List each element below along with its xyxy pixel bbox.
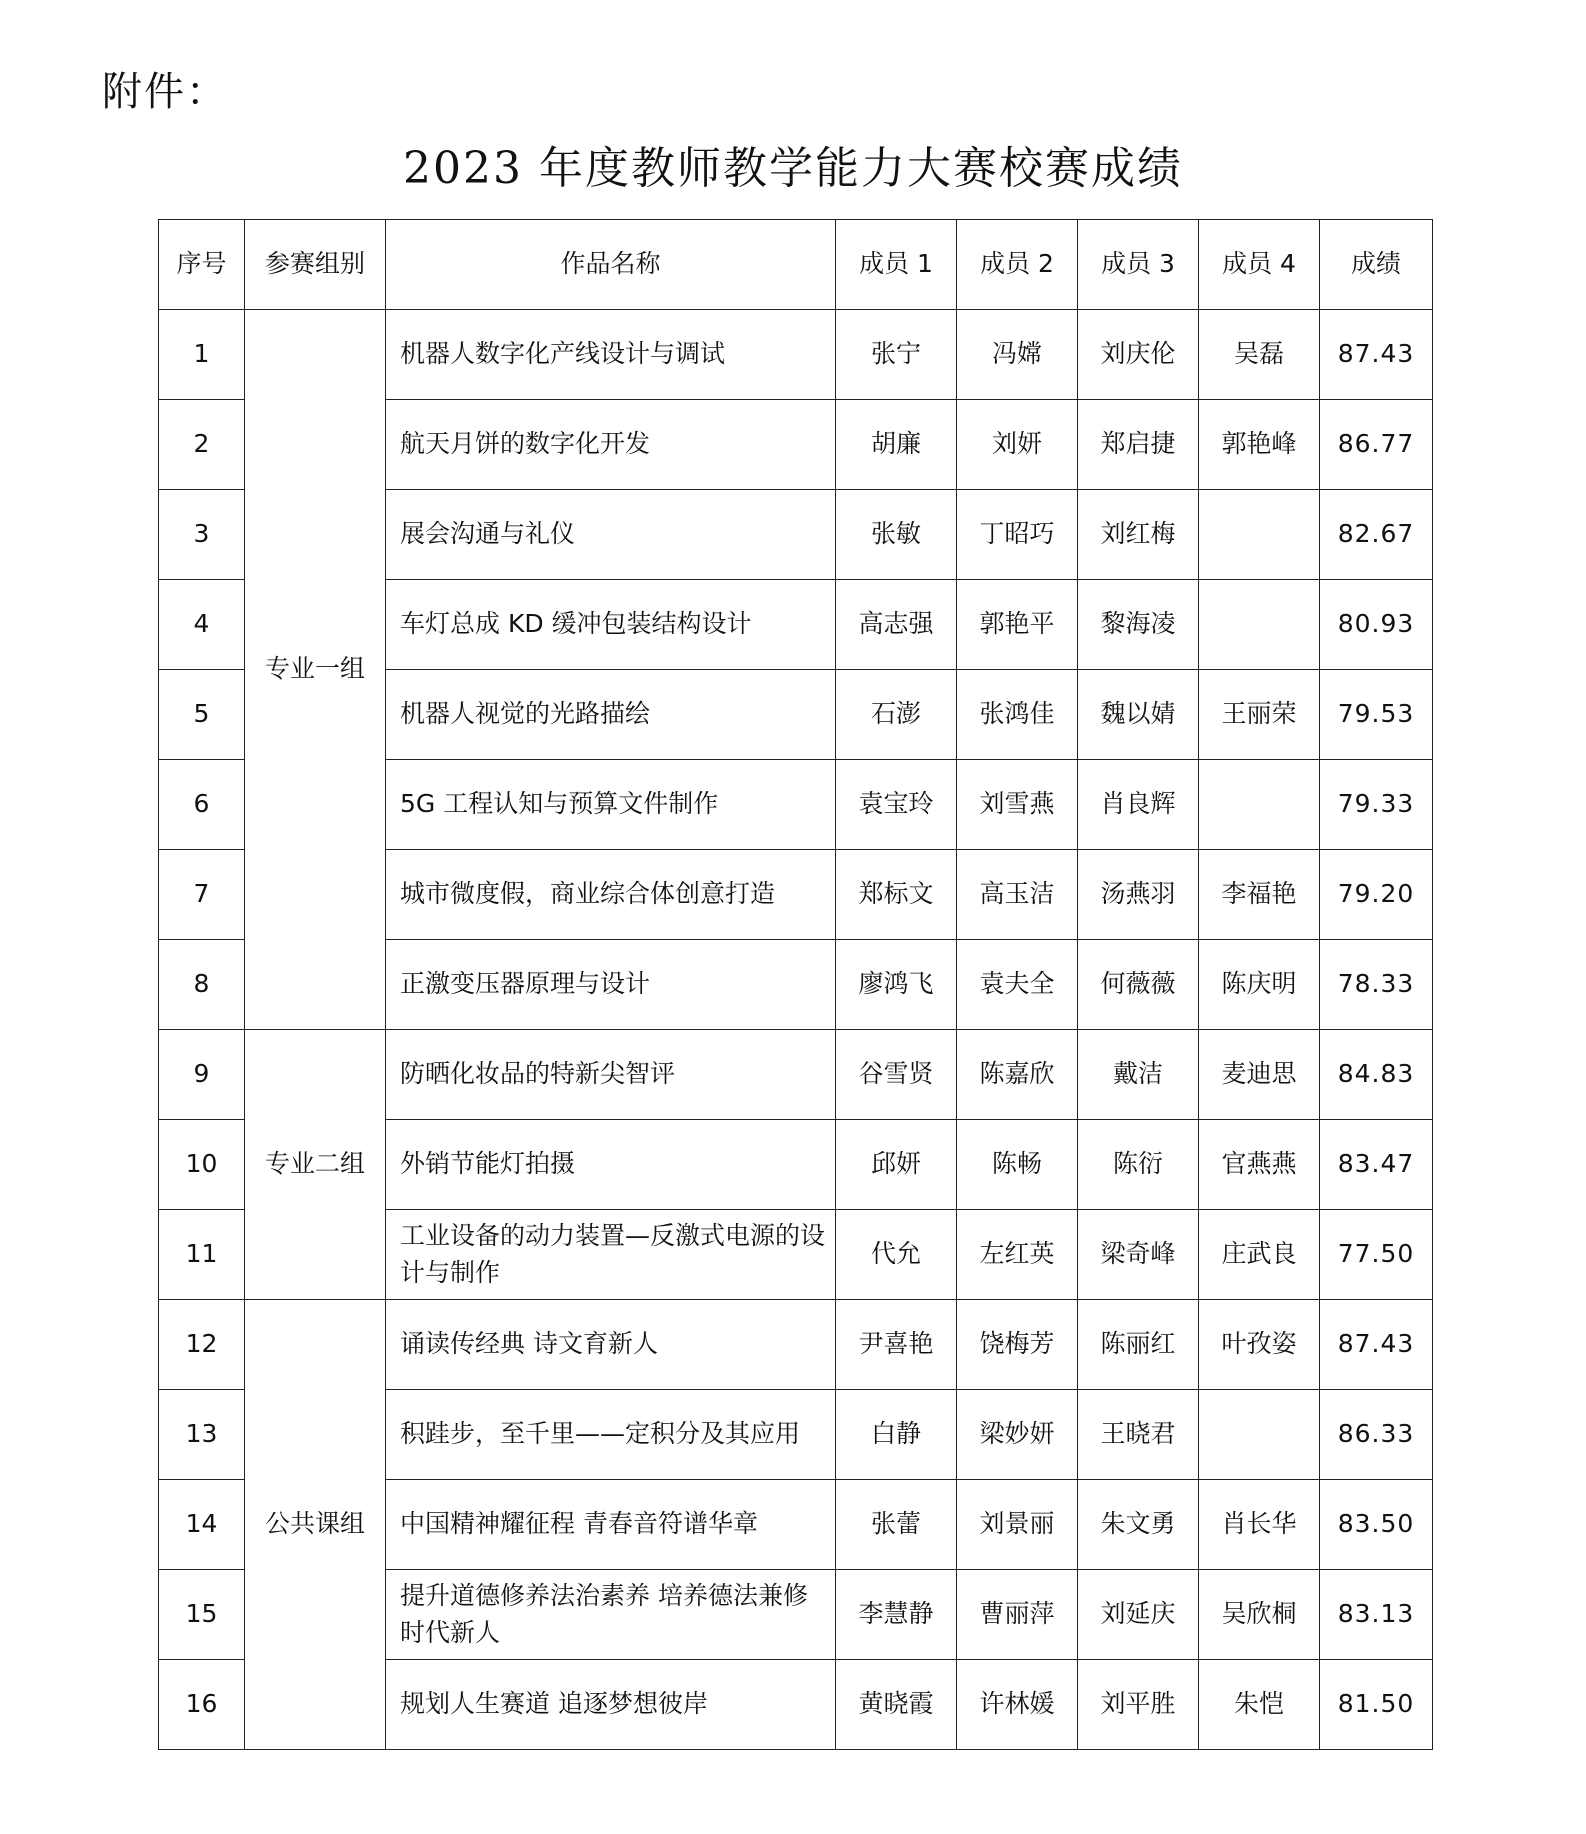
score-table (158, 219, 1433, 1750)
member-2-cell: 袁夫全 (957, 940, 1078, 1030)
row-index-cell: 11 (159, 1210, 245, 1300)
member-1-cell: 石澎 (836, 670, 957, 760)
header-index: 序号 (159, 220, 245, 310)
row-index-cell: 2 (159, 400, 245, 490)
work-name-cell: 规划人生赛道 追逐梦想彼岸 (386, 1660, 836, 1750)
score-cell: 83.47 (1320, 1120, 1433, 1210)
row-index-cell: 7 (159, 850, 245, 940)
member-1-cell: 张蕾 (836, 1480, 957, 1570)
member-1-cell: 廖鸿飞 (836, 940, 957, 1030)
work-name-cell: 5G 工程认知与预算文件制作 (386, 760, 836, 850)
score-cell: 77.50 (1320, 1210, 1433, 1300)
member-3-cell: 梁奇峰 (1078, 1210, 1199, 1300)
member-1-cell: 李慧静 (836, 1570, 957, 1660)
member-2-cell: 郭艳平 (957, 580, 1078, 670)
row-index-cell: 5 (159, 670, 245, 760)
member-3-cell: 刘延庆 (1078, 1570, 1199, 1660)
table-row (159, 310, 1433, 400)
member-4-cell: 庄武良 (1199, 1210, 1320, 1300)
score-cell: 80.93 (1320, 580, 1433, 670)
member-1-cell: 谷雪贤 (836, 1030, 957, 1120)
member-4-cell: 王丽荣 (1199, 670, 1320, 760)
header-member-4: 成员 4 (1199, 220, 1320, 310)
member-1-cell: 郑标文 (836, 850, 957, 940)
work-name-cell: 正激变压器原理与设计 (386, 940, 836, 1030)
work-name-cell: 机器人视觉的光路描绘 (386, 670, 836, 760)
member-2-cell: 左红英 (957, 1210, 1078, 1300)
table-header (159, 220, 1433, 310)
score-cell: 82.67 (1320, 490, 1433, 580)
work-name-cell: 车灯总成 KD 缓冲包装结构设计 (386, 580, 836, 670)
work-name-cell: 展会沟通与礼仪 (386, 490, 836, 580)
header-member-3: 成员 3 (1078, 220, 1199, 310)
member-3-cell: 刘红梅 (1078, 490, 1199, 580)
score-cell: 79.33 (1320, 760, 1433, 850)
member-3-cell: 魏以婧 (1078, 670, 1199, 760)
row-index-cell: 14 (159, 1480, 245, 1570)
work-name-cell: 积跬步，至千里——定积分及其应用 (386, 1390, 836, 1480)
work-name-cell: 中国精神耀征程 青春音符谱华章 (386, 1480, 836, 1570)
member-2-cell: 刘妍 (957, 400, 1078, 490)
row-index-cell: 10 (159, 1120, 245, 1210)
member-4-cell: 陈庆明 (1199, 940, 1320, 1030)
member-1-cell: 张敏 (836, 490, 957, 580)
member-3-cell: 郑启捷 (1078, 400, 1199, 490)
header-member-2: 成员 2 (957, 220, 1078, 310)
member-2-cell: 高玉洁 (957, 850, 1078, 940)
attachment-label: 附件： (102, 69, 228, 115)
member-2-cell: 陈畅 (957, 1120, 1078, 1210)
row-index-cell: 9 (159, 1030, 245, 1120)
member-2-cell: 丁昭巧 (957, 490, 1078, 580)
member-4-cell: 麦迪思 (1199, 1030, 1320, 1120)
row-index-cell: 6 (159, 760, 245, 850)
member-2-cell: 许林媛 (957, 1660, 1078, 1750)
score-cell: 79.20 (1320, 850, 1433, 940)
member-1-cell: 袁宝玲 (836, 760, 957, 850)
score-cell: 86.77 (1320, 400, 1433, 490)
member-1-cell: 黄晓霞 (836, 1660, 957, 1750)
member-1-cell: 白静 (836, 1390, 957, 1480)
member-4-cell: 叶孜姿 (1199, 1300, 1320, 1390)
header-work: 作品名称 (386, 220, 836, 310)
row-index-cell: 15 (159, 1570, 245, 1660)
member-4-cell (1199, 760, 1320, 850)
member-1-cell: 高志强 (836, 580, 957, 670)
member-3-cell: 肖良辉 (1078, 760, 1199, 850)
member-3-cell: 何薇薇 (1078, 940, 1199, 1030)
score-cell: 78.33 (1320, 940, 1433, 1030)
score-cell: 83.13 (1320, 1570, 1433, 1660)
member-2-cell: 曹丽萍 (957, 1570, 1078, 1660)
header-score: 成绩 (1320, 220, 1433, 310)
member-2-cell: 梁妙妍 (957, 1390, 1078, 1480)
row-index-cell: 1 (159, 310, 245, 400)
work-name-cell: 工业设备的动力装置—反激式电源的设计与制作 (386, 1210, 836, 1300)
row-index-cell: 13 (159, 1390, 245, 1480)
member-3-cell: 刘平胜 (1078, 1660, 1199, 1750)
score-cell: 83.50 (1320, 1480, 1433, 1570)
score-cell: 87.43 (1320, 1300, 1433, 1390)
row-index-cell: 12 (159, 1300, 245, 1390)
table-body (159, 310, 1433, 1750)
header-member-1: 成员 1 (836, 220, 957, 310)
score-cell: 79.53 (1320, 670, 1433, 760)
member-4-cell (1199, 490, 1320, 580)
member-4-cell (1199, 580, 1320, 670)
member-2-cell: 刘雪燕 (957, 760, 1078, 850)
row-index-cell: 4 (159, 580, 245, 670)
member-1-cell: 尹喜艳 (836, 1300, 957, 1390)
row-index-cell: 3 (159, 490, 245, 580)
member-2-cell: 刘景丽 (957, 1480, 1078, 1570)
row-index-cell: 16 (159, 1660, 245, 1750)
member-1-cell: 胡廉 (836, 400, 957, 490)
work-name-cell: 航天月饼的数字化开发 (386, 400, 836, 490)
member-3-cell: 汤燕羽 (1078, 850, 1199, 940)
work-name-cell: 诵读传经典 诗文育新人 (386, 1300, 836, 1390)
work-name-cell: 外销节能灯拍摄 (386, 1120, 836, 1210)
work-name-cell: 机器人数字化产线设计与调试 (386, 310, 836, 400)
work-name-cell: 城市微度假，商业综合体创意打造 (386, 850, 836, 940)
member-2-cell: 冯嫦 (957, 310, 1078, 400)
member-4-cell: 郭艳峰 (1199, 400, 1320, 490)
member-2-cell: 张鸿佳 (957, 670, 1078, 760)
work-name-cell: 提升道德修养法治素养 培养德法兼修时代新人 (386, 1570, 836, 1660)
group-cell: 专业二组 (245, 1030, 386, 1300)
member-4-cell: 官燕燕 (1199, 1120, 1320, 1210)
member-3-cell: 刘庆伦 (1078, 310, 1199, 400)
member-2-cell: 饶梅芳 (957, 1300, 1078, 1390)
group-cell: 公共课组 (245, 1300, 386, 1750)
row-index-cell: 8 (159, 940, 245, 1030)
member-1-cell: 邱妍 (836, 1120, 957, 1210)
member-4-cell: 朱恺 (1199, 1660, 1320, 1750)
table-row (159, 1030, 1433, 1120)
member-3-cell: 陈衍 (1078, 1120, 1199, 1210)
member-1-cell: 代允 (836, 1210, 957, 1300)
member-4-cell: 肖长华 (1199, 1480, 1320, 1570)
member-4-cell: 吴欣桐 (1199, 1570, 1320, 1660)
score-cell: 87.43 (1320, 310, 1433, 400)
member-3-cell: 王晓君 (1078, 1390, 1199, 1480)
member-4-cell (1199, 1390, 1320, 1480)
score-cell: 84.83 (1320, 1030, 1433, 1120)
member-3-cell: 戴洁 (1078, 1030, 1199, 1120)
score-cell: 81.50 (1320, 1660, 1433, 1750)
score-cell: 86.33 (1320, 1390, 1433, 1480)
member-4-cell: 李福艳 (1199, 850, 1320, 940)
member-3-cell: 黎海凌 (1078, 580, 1199, 670)
member-2-cell: 陈嘉欣 (957, 1030, 1078, 1120)
group-cell: 专业一组 (245, 310, 386, 1030)
header-group: 参赛组别 (245, 220, 386, 310)
header-row (159, 220, 1433, 310)
member-3-cell: 陈丽红 (1078, 1300, 1199, 1390)
document-title: 2023 年度教师教学能力大赛校赛成绩 (403, 143, 1183, 194)
table-row (159, 1300, 1433, 1390)
member-3-cell: 朱文勇 (1078, 1480, 1199, 1570)
member-4-cell: 吴磊 (1199, 310, 1320, 400)
member-1-cell: 张宁 (836, 310, 957, 400)
work-name-cell: 防晒化妆品的特新尖智评 (386, 1030, 836, 1120)
